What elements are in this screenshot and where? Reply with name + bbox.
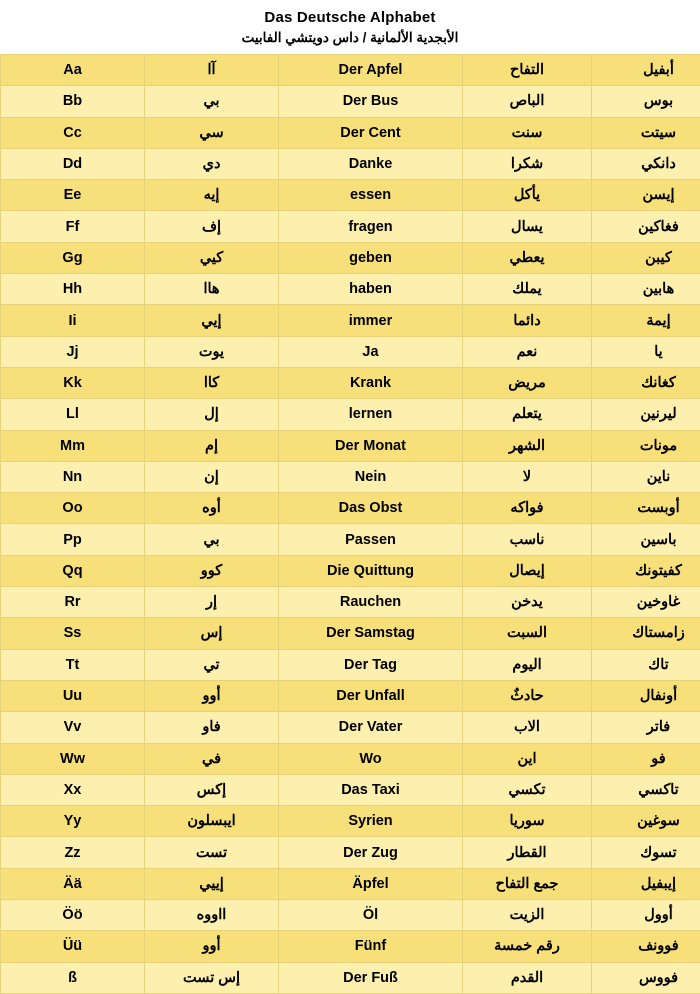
german-word-cell: Passen <box>279 524 463 555</box>
letter-cell: Jj <box>1 336 145 367</box>
letter-cell: Zz <box>1 837 145 868</box>
table-row <box>1 774 700 805</box>
arabic-meaning-cell: يسال <box>463 211 592 242</box>
letter-cell: Ää <box>1 868 145 899</box>
arabic-meaning-cell: الاب <box>463 712 592 743</box>
letter-arabic-cell: إر <box>145 587 279 618</box>
page-subtitle: الأبجدية الألمانية / داس دويتشي الفابيت <box>0 28 700 48</box>
letter-arabic-cell: إم <box>145 430 279 461</box>
arabic-meaning-cell: اين <box>463 743 592 774</box>
german-word-cell: Äpfel <box>279 868 463 899</box>
transliteration-cell: كغانك <box>592 367 700 398</box>
letter-arabic-cell: بي <box>145 86 279 117</box>
arabic-meaning-cell: شكرا <box>463 148 592 179</box>
german-word-cell: geben <box>279 242 463 273</box>
german-word-cell: Der Zug <box>279 837 463 868</box>
transliteration-cell: باسين <box>592 524 700 555</box>
letter-cell: Öö <box>1 900 145 931</box>
arabic-meaning-cell: تكسي <box>463 774 592 805</box>
table-row <box>1 117 700 148</box>
arabic-meaning-cell: ناسب <box>463 524 592 555</box>
german-word-cell: Der Monat <box>279 430 463 461</box>
german-word-cell: Ja <box>279 336 463 367</box>
arabic-meaning-cell: دائما <box>463 305 592 336</box>
transliteration-cell: ليرنين <box>592 399 700 430</box>
letter-cell: Vv <box>1 712 145 743</box>
letter-arabic-cell: سي <box>145 117 279 148</box>
letter-arabic-cell: في <box>145 743 279 774</box>
german-word-cell: Der Samstag <box>279 618 463 649</box>
arabic-meaning-cell: جمع التفاح <box>463 868 592 899</box>
table-row <box>1 305 700 336</box>
transliteration-cell: دانكي <box>592 148 700 179</box>
transliteration-cell: يا <box>592 336 700 367</box>
table-row <box>1 931 700 962</box>
german-word-cell: Der Bus <box>279 86 463 117</box>
arabic-meaning-cell: لا <box>463 461 592 492</box>
transliteration-cell: هابين <box>592 274 700 305</box>
arabic-meaning-cell: القدم <box>463 962 592 993</box>
letter-cell: Hh <box>1 274 145 305</box>
letter-cell: Qq <box>1 555 145 586</box>
german-word-cell: Der Vater <box>279 712 463 743</box>
table-row <box>1 868 700 899</box>
table-row <box>1 86 700 117</box>
german-word-cell: Öl <box>279 900 463 931</box>
letter-cell: Üü <box>1 931 145 962</box>
arabic-meaning-cell: الباص <box>463 86 592 117</box>
transliteration-cell: سيتت <box>592 117 700 148</box>
german-word-cell: fragen <box>279 211 463 242</box>
table-row <box>1 55 700 86</box>
transliteration-cell: فغاكين <box>592 211 700 242</box>
german-word-cell: Der Fuß <box>279 962 463 993</box>
german-word-cell: immer <box>279 305 463 336</box>
letter-cell: Tt <box>1 649 145 680</box>
arabic-meaning-cell: سنت <box>463 117 592 148</box>
transliteration-cell: غاوخين <box>592 587 700 618</box>
arabic-meaning-cell: يأكل <box>463 180 592 211</box>
table-row <box>1 680 700 711</box>
table-row <box>1 148 700 179</box>
letter-arabic-cell: هاا <box>145 274 279 305</box>
arabic-meaning-cell: رقم خمسة <box>463 931 592 962</box>
arabic-meaning-cell: حادثٌ <box>463 680 592 711</box>
table-row <box>1 430 700 461</box>
german-word-cell: Wo <box>279 743 463 774</box>
german-word-cell: Krank <box>279 367 463 398</box>
letter-cell: Cc <box>1 117 145 148</box>
transliteration-cell: تاكسي <box>592 774 700 805</box>
letter-arabic-cell: إييي <box>145 868 279 899</box>
table-row <box>1 461 700 492</box>
transliteration-cell: إيبفيل <box>592 868 700 899</box>
alphabet-table <box>0 54 700 994</box>
transliteration-cell: أوول <box>592 900 700 931</box>
letter-arabic-cell: ااووه <box>145 900 279 931</box>
arabic-meaning-cell: فواكه <box>463 493 592 524</box>
letter-cell: Uu <box>1 680 145 711</box>
letter-cell: Ll <box>1 399 145 430</box>
letter-cell: Ss <box>1 618 145 649</box>
letter-arabic-cell: فاو <box>145 712 279 743</box>
transliteration-cell: أبفيل <box>592 55 700 86</box>
arabic-meaning-cell: الزيت <box>463 900 592 931</box>
letter-cell: Yy <box>1 806 145 837</box>
table-row <box>1 743 700 774</box>
german-word-cell: Syrien <box>279 806 463 837</box>
transliteration-cell: سوغين <box>592 806 700 837</box>
letter-arabic-cell: كوو <box>145 555 279 586</box>
german-word-cell: Rauchen <box>279 587 463 618</box>
letter-arabic-cell: دي <box>145 148 279 179</box>
transliteration-cell: ناين <box>592 461 700 492</box>
arabic-meaning-cell: يملك <box>463 274 592 305</box>
arabic-meaning-cell: القطار <box>463 837 592 868</box>
arabic-meaning-cell: يعطي <box>463 242 592 273</box>
arabic-meaning-cell: إيصال <box>463 555 592 586</box>
letter-cell: Ww <box>1 743 145 774</box>
arabic-meaning-cell: اليوم <box>463 649 592 680</box>
german-word-cell: essen <box>279 180 463 211</box>
letter-arabic-cell: إس <box>145 618 279 649</box>
table-row <box>1 211 700 242</box>
table-row <box>1 649 700 680</box>
letter-arabic-cell: بي <box>145 524 279 555</box>
table-row <box>1 524 700 555</box>
letter-cell: Ee <box>1 180 145 211</box>
arabic-meaning-cell: سوريا <box>463 806 592 837</box>
table-row <box>1 837 700 868</box>
transliteration-cell: كيبن <box>592 242 700 273</box>
transliteration-cell: أوبست <box>592 493 700 524</box>
letter-cell: Pp <box>1 524 145 555</box>
letter-arabic-cell: إف <box>145 211 279 242</box>
transliteration-cell: إيسن <box>592 180 700 211</box>
table-row <box>1 336 700 367</box>
letter-cell: Nn <box>1 461 145 492</box>
arabic-meaning-cell: مريض <box>463 367 592 398</box>
german-word-cell: Der Apfel <box>279 55 463 86</box>
letter-cell: Rr <box>1 587 145 618</box>
table-row <box>1 180 700 211</box>
letter-cell: Ii <box>1 305 145 336</box>
letter-arabic-cell: كاا <box>145 367 279 398</box>
transliteration-cell: فو <box>592 743 700 774</box>
german-word-cell: Das Obst <box>279 493 463 524</box>
page-title: Das Deutsche Alphabet <box>0 9 700 27</box>
table-row <box>1 367 700 398</box>
transliteration-cell: فوونف <box>592 931 700 962</box>
german-word-cell: Die Quittung <box>279 555 463 586</box>
letter-arabic-cell: كيي <box>145 242 279 273</box>
letter-arabic-cell: إيه <box>145 180 279 211</box>
transliteration-cell: تسوك <box>592 837 700 868</box>
letter-arabic-cell: أوو <box>145 680 279 711</box>
german-word-cell: Nein <box>279 461 463 492</box>
german-word-cell: Der Tag <box>279 649 463 680</box>
table-row <box>1 274 700 305</box>
table-row <box>1 555 700 586</box>
table-row <box>1 806 700 837</box>
table-row <box>1 712 700 743</box>
transliteration-cell: بوس <box>592 86 700 117</box>
letter-arabic-cell: إن <box>145 461 279 492</box>
letter-cell: Bb <box>1 86 145 117</box>
letter-arabic-cell: آا <box>145 55 279 86</box>
letter-cell: Aa <box>1 55 145 86</box>
table-row <box>1 493 700 524</box>
letter-arabic-cell: إل <box>145 399 279 430</box>
transliteration-cell: فاتر <box>592 712 700 743</box>
german-word-cell: haben <box>279 274 463 305</box>
arabic-meaning-cell: الشهر <box>463 430 592 461</box>
letter-arabic-cell: يوت <box>145 336 279 367</box>
transliteration-cell: إيمة <box>592 305 700 336</box>
letter-arabic-cell: ايبسلون <box>145 806 279 837</box>
german-word-cell: Der Unfall <box>279 680 463 711</box>
letter-arabic-cell: تي <box>145 649 279 680</box>
letter-arabic-cell: إيي <box>145 305 279 336</box>
arabic-meaning-cell: التفاح <box>463 55 592 86</box>
arabic-meaning-cell: يدخن <box>463 587 592 618</box>
letter-cell: Gg <box>1 242 145 273</box>
header <box>0 0 700 48</box>
transliteration-cell: أونفال <box>592 680 700 711</box>
transliteration-cell: كفيتونك <box>592 555 700 586</box>
transliteration-cell: فووس <box>592 962 700 993</box>
letter-arabic-cell: إكس <box>145 774 279 805</box>
arabic-meaning-cell: نعم <box>463 336 592 367</box>
alphabet-table-body <box>1 55 700 994</box>
letter-cell: Dd <box>1 148 145 179</box>
letter-cell: Oo <box>1 493 145 524</box>
letter-cell: Mm <box>1 430 145 461</box>
transliteration-cell: زامستاك <box>592 618 700 649</box>
letter-arabic-cell: أوو <box>145 931 279 962</box>
arabic-meaning-cell: السبت <box>463 618 592 649</box>
table-row <box>1 618 700 649</box>
letter-arabic-cell: تست <box>145 837 279 868</box>
table-row <box>1 587 700 618</box>
german-word-cell: lernen <box>279 399 463 430</box>
letter-cell: Kk <box>1 367 145 398</box>
letter-cell: ß <box>1 962 145 993</box>
german-word-cell: Fünf <box>279 931 463 962</box>
table-row <box>1 242 700 273</box>
german-word-cell: Der Cent <box>279 117 463 148</box>
letter-cell: Ff <box>1 211 145 242</box>
table-row <box>1 900 700 931</box>
transliteration-cell: تاك <box>592 649 700 680</box>
german-word-cell: Danke <box>279 148 463 179</box>
letter-arabic-cell: أوه <box>145 493 279 524</box>
letter-arabic-cell: إس تست <box>145 962 279 993</box>
letter-cell: Xx <box>1 774 145 805</box>
arabic-meaning-cell: يتعلم <box>463 399 592 430</box>
table-row <box>1 399 700 430</box>
transliteration-cell: مونات <box>592 430 700 461</box>
german-word-cell: Das Taxi <box>279 774 463 805</box>
